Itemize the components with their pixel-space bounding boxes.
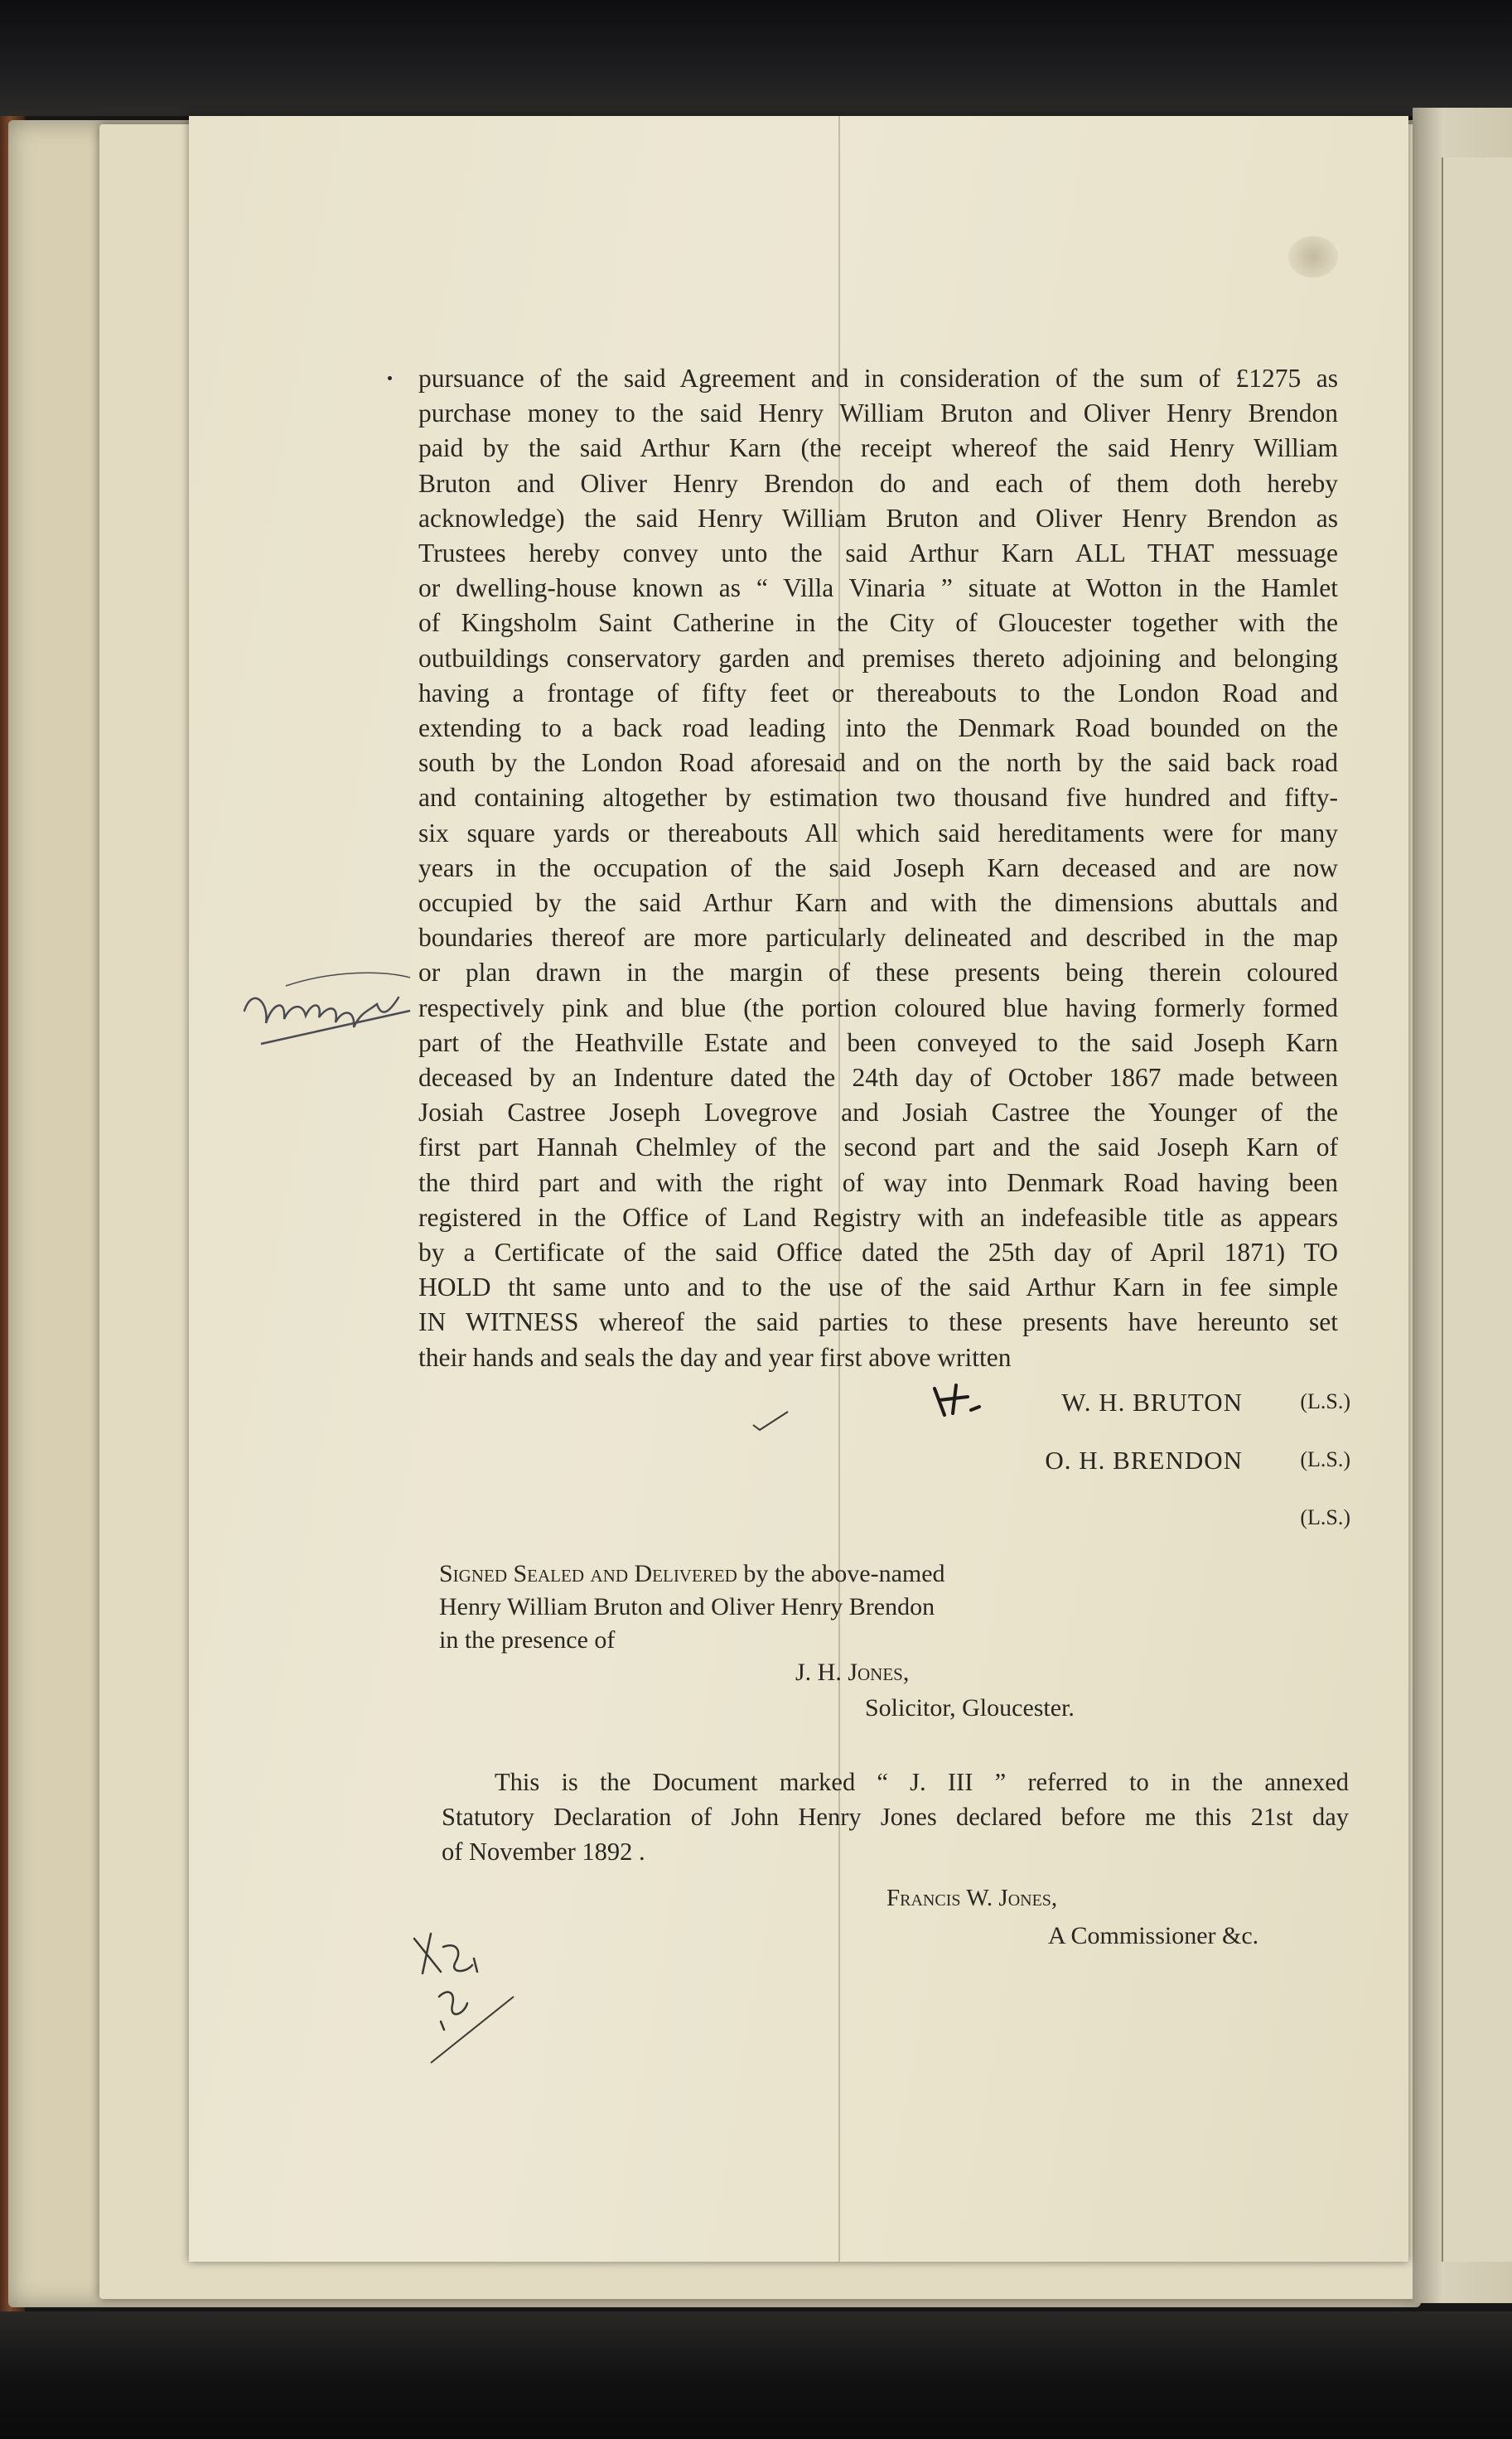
deed-line: Bruton and Oliver Henry Brendon do and each of them doth hereby xyxy=(418,468,1338,498)
seal-mark: (L.S.) xyxy=(1300,1389,1350,1413)
attestation-text: by the above-named xyxy=(737,1560,945,1587)
deed-line: having a frontage of fifty feet or thereabouts to the London Road and xyxy=(418,678,1338,708)
exhibit-certification xyxy=(442,1765,1349,1869)
deed-line: Josiah Castree Joseph Lovegrove and Josiah Castree the Younger of the xyxy=(418,1098,1338,1128)
book-binding-bottom xyxy=(0,2311,1512,2439)
deed-line: pursuance of the said Agreement and in consideration of the sum of £1275 as xyxy=(418,364,1338,393)
deed-line: outbuildings conservatory garden and premises thereto adjoining and belonging xyxy=(418,643,1338,673)
pencil-margin-note xyxy=(236,953,423,1085)
exhibit-text: This is the Document marked “ J. III ” referred to in the annexed xyxy=(495,1768,1349,1796)
attestation-text: Henry William Bruton and Oliver Henry Brendon xyxy=(439,1593,935,1620)
deed-line: years in the occupation of the said Joseph Karn deceased and are now xyxy=(418,852,1338,882)
ink-dot xyxy=(388,376,392,380)
paper-stain xyxy=(1288,236,1338,278)
witness-title: Solicitor, Gloucester. xyxy=(865,1694,1075,1722)
attestation-heading: Signed Sealed and Delivered xyxy=(439,1560,737,1587)
seal-mark: (L.S.) xyxy=(1300,1505,1350,1529)
exhibit-text: of November 1892 . xyxy=(442,1838,645,1866)
deed-line: first part Hannah Chelmley of the second part and the said Joseph Karn of xyxy=(418,1133,1338,1162)
signature-name: W. H. BRUTON xyxy=(1061,1388,1243,1417)
deed-line: registered in the Office of Land Registry with an indefeasible title as appears xyxy=(418,1202,1338,1232)
attestation-text: in the presence of xyxy=(439,1626,616,1654)
deed-line: the third part and with the right of way into Denmark Road having been xyxy=(418,1167,1338,1197)
deed-line: extending to a back road leading into the Denmark Road bounded on the xyxy=(418,713,1338,743)
commissioner-name: Francis W. Jones, xyxy=(886,1885,1058,1911)
deed-line: respectively pink and blue (the portion coloured blue having formerly formed xyxy=(418,993,1338,1022)
deed-line: IN WITNESS whereof the said parties to these presents have hereunto set xyxy=(418,1307,1338,1337)
attestation-clause xyxy=(439,1558,1185,1657)
deed-body-text xyxy=(418,361,1338,1375)
deed-line: and containing altogether by estimation two thousand five hundred and fifty- xyxy=(418,783,1338,813)
deed-line: part of the Heathville Estate and been conveyed to the said Joseph Karn xyxy=(418,1027,1338,1057)
deed-line: of Kingsholm Saint Catherine in the City of Gloucester together with the xyxy=(418,608,1338,638)
signature-name: O. H. BRENDON xyxy=(1045,1446,1243,1475)
deed-line: Trustees hereby convey unto the said Arthur Karn ALL THAT messuage xyxy=(418,539,1338,568)
deed-line: HOLD tht same unto and to the use of the said Arthur Karn in fee simple xyxy=(418,1273,1338,1302)
deed-line: paid by the said Arthur Karn (the receipt whereof the said Henry William xyxy=(418,433,1338,463)
signature-row-blank xyxy=(870,1504,1350,1540)
deed-line: purchase money to the said Henry William Bruton and Oliver Henry Brendon xyxy=(418,398,1338,428)
deed-line: south by the London Road aforesaid and on the north by the said back road xyxy=(418,748,1338,778)
deed-line: by a Certificate of the said Office dated the 25th day of April 1871) TO xyxy=(418,1238,1338,1268)
pencil-initials xyxy=(398,1922,522,2071)
deed-line: boundaries thereof are more particularly delineated and described in the map xyxy=(418,923,1338,953)
commissioner-title: A Commissioner &c. xyxy=(1048,1922,1259,1949)
deed-line: occupied by the said Arthur Karn and with the dimensions abuttals and xyxy=(418,888,1338,918)
deed-line: their hands and seals the day and year first above written xyxy=(418,1342,1012,1372)
deed-line: or plan drawn in the margin of these presents being therein coloured xyxy=(418,958,1338,988)
signature-row-brendon xyxy=(870,1446,1350,1482)
exhibit-text: Statutory Declaration of John Henry Jones declared before me this 21st day xyxy=(442,1803,1349,1831)
deed-line: deceased by an Indenture dated the 24th day of October 1867 made between xyxy=(418,1063,1338,1093)
deed-line: or dwelling-house known as “ Villa Vinaria ” situate at Wotton in the Hamlet xyxy=(418,573,1338,603)
book-binding-top xyxy=(0,0,1512,116)
seal-mark: (L.S.) xyxy=(1300,1447,1350,1471)
deed-line: six square yards or thereabouts All which said hereditaments were for many xyxy=(418,818,1338,848)
witness-name: J. H. Jones, xyxy=(795,1659,910,1686)
handwritten-correction-mark xyxy=(928,1382,986,1420)
pencil-tick-mark xyxy=(750,1408,791,1433)
facing-page-inner xyxy=(1442,157,1512,2262)
deed-line: acknowledge) the said Henry William Bruton and Oliver Henry Brendon as xyxy=(418,503,1338,533)
